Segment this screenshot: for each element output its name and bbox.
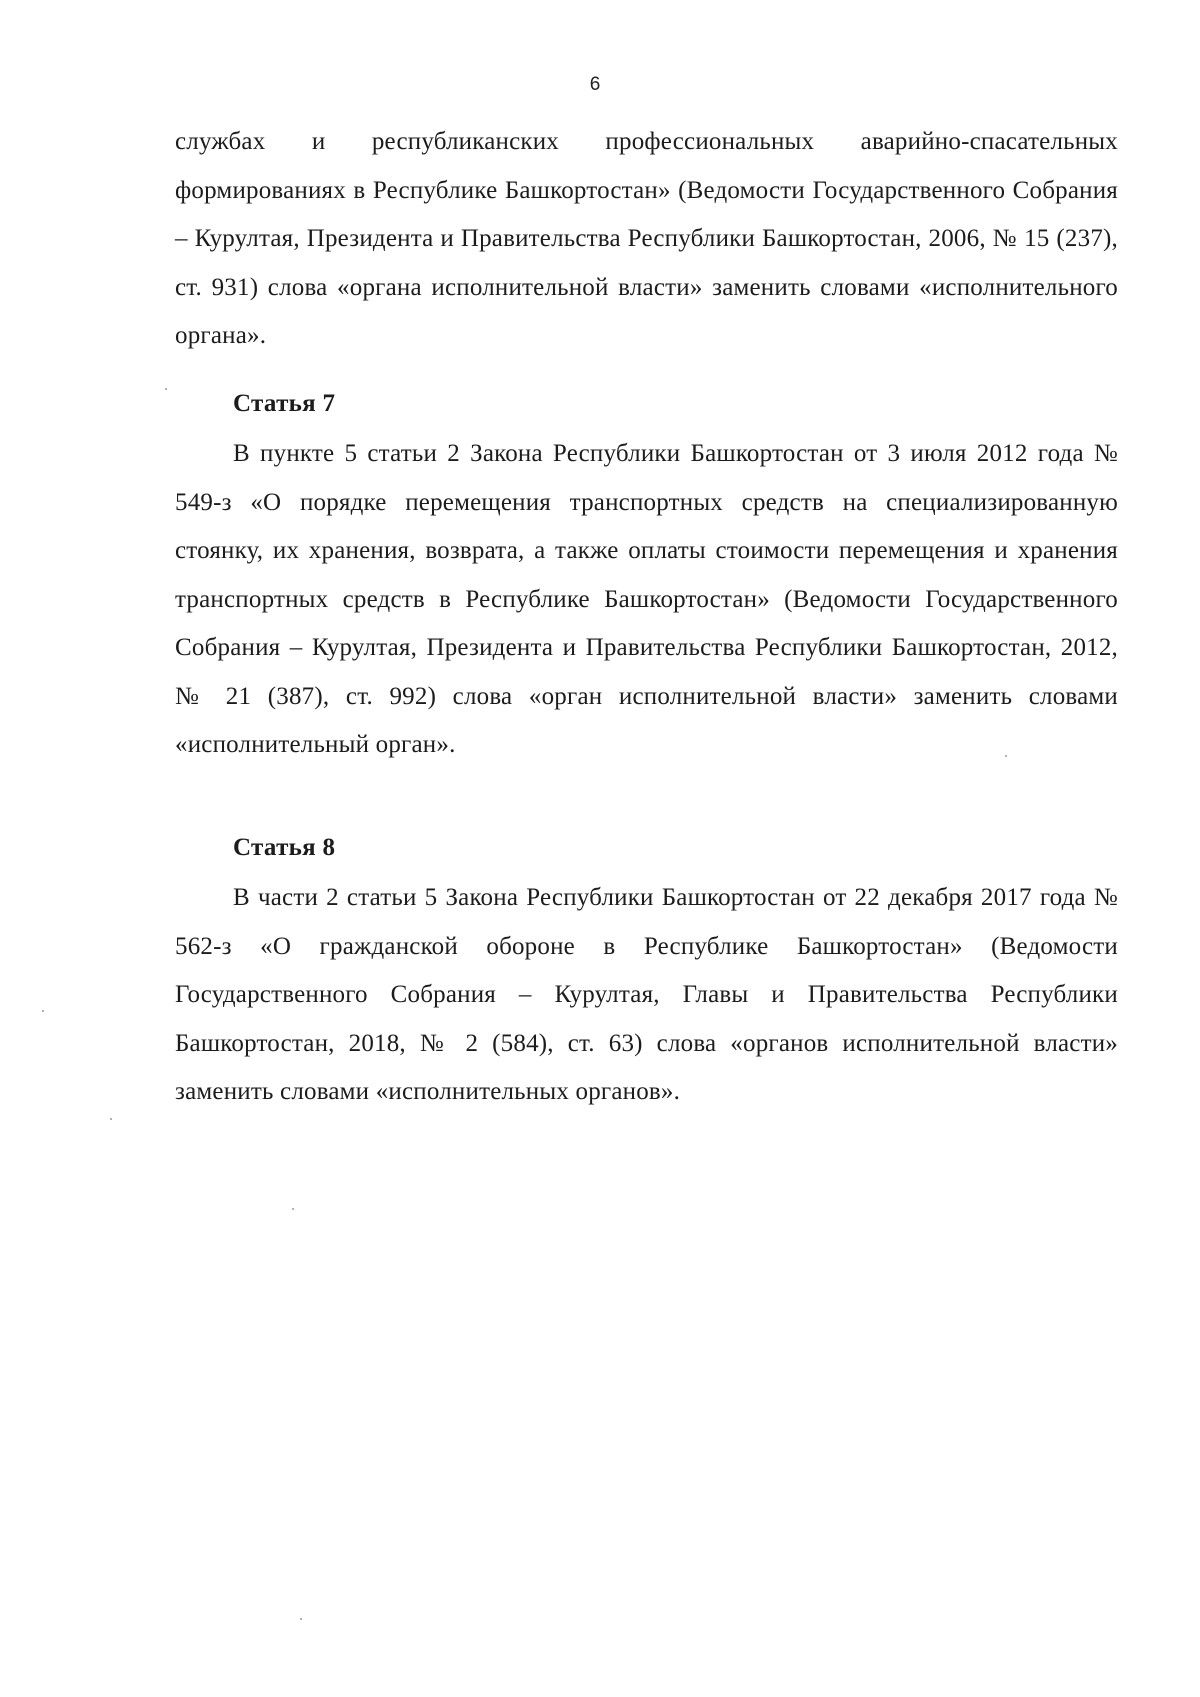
- scan-speck: [165, 388, 167, 390]
- article-8-heading: Статья 8: [233, 834, 336, 861]
- scan-speck: [42, 1010, 44, 1012]
- intro-paragraph-block: [175, 118, 1118, 361]
- article-7-heading: Статья 7: [233, 390, 336, 417]
- article-8-body: [175, 874, 1118, 1117]
- article-8-paragraph: В части 2 статьи 5 Закона Республики Башкортостан от 22 декабря 2017 года № 562-з «О гражданской обороне в Республике Башкортостан» (Ведомости Государственного Собрания – Курултая, Главы и Правительства Республики Башкортостан, 2018, № 2 (584), ст. 63) слова «органов исполнительной власти» заменить словами «исполнительных органов».: [175, 884, 1118, 1105]
- article-7-paragraph: В пункте 5 статьи 2 Закона Республики Башкортостан от 3 июля 2012 года № 549-з «О порядке перемещения транспортных средств на специализированную стоянку, их хранения, возврата, а также оплаты стоимости перемещения и хранения транспортных средств в Республике Башкортостан» (Ведомости Государственного Собрания – Курултая, Президента и Правительства Республики Башкортостан, 2012, № 21 (387), ст. 992) слова «орган исполнительной власти» заменить словами «исполнительный орган».: [175, 440, 1118, 758]
- article-7-body: [175, 430, 1118, 770]
- intro-paragraph: службах и республиканских профессиональных аварийно-спасательных формированиях в Республике Башкортостан» (Ведомости Государственного Собрания – Курултая, Президента и Правительства Республики Башкортостан, 2006, № 15 (237), ст. 931) слова «органа исполнительной власти» заменить словами «исполнительного органа».: [175, 128, 1118, 349]
- scan-speck: [1005, 755, 1007, 757]
- scan-speck: [110, 1118, 112, 1120]
- scan-speck: [300, 1618, 302, 1620]
- scan-speck: [292, 1208, 294, 1210]
- page-number: 6: [589, 74, 601, 95]
